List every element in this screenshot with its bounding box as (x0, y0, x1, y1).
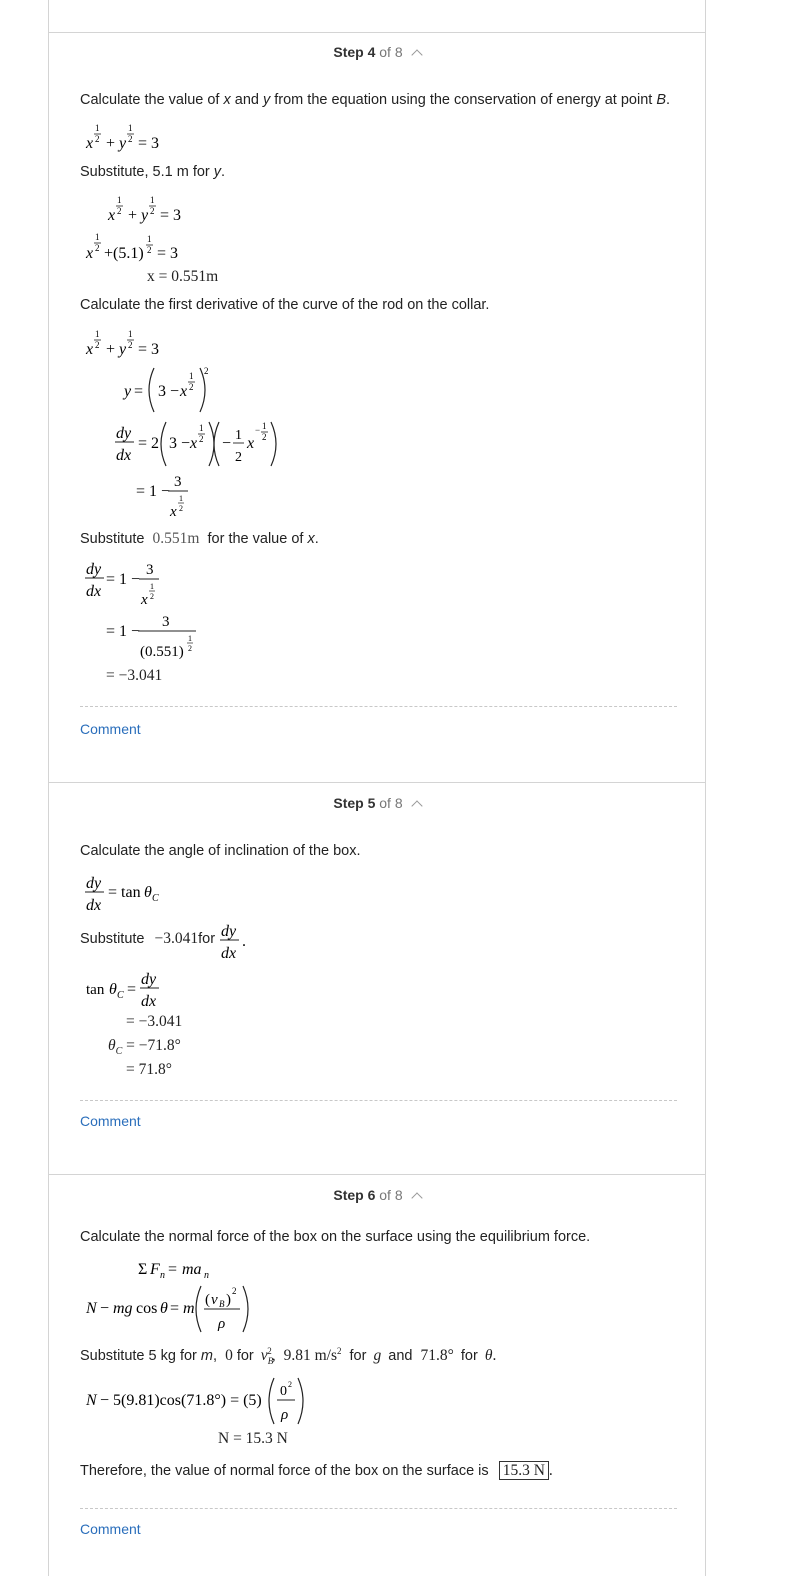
svg-text:1: 1 (147, 234, 152, 244)
svg-text:θ: θ (144, 884, 152, 901)
svg-text:=: = (170, 1300, 180, 1317)
svg-text:dx: dx (86, 897, 102, 914)
svg-text:=: = (168, 1261, 178, 1278)
svg-text:1: 1 (199, 423, 204, 433)
svg-text:2: 2 (95, 134, 100, 144)
step-count: of 8 (379, 44, 403, 60)
section-divider (48, 32, 706, 33)
svg-text:−: − (222, 435, 232, 452)
svg-text:1: 1 (150, 195, 155, 205)
svg-text:dx: dx (221, 945, 237, 962)
svg-text:x: x (86, 245, 94, 262)
svg-text:= 3: = 3 (157, 245, 179, 262)
svg-text:x: x (108, 207, 116, 224)
svg-text:x: x (247, 435, 255, 452)
step-5-tan-value: = −3.041 (126, 1013, 183, 1030)
svg-text:N: N (86, 1300, 97, 1317)
step-label: Step 4 (333, 44, 376, 60)
svg-text:= 2: = 2 (138, 435, 160, 452)
svg-text:2: 2 (150, 592, 154, 601)
svg-text:= 3: = 3 (138, 135, 160, 152)
svg-text:dy: dy (141, 971, 157, 988)
svg-text:2: 2 (95, 243, 100, 253)
svg-text:v: v (211, 1292, 218, 1308)
svg-text:x: x (86, 341, 94, 358)
equation-tan-theta (84, 870, 174, 914)
step-label: Step 5 (333, 795, 376, 811)
step-6-intro: Calculate the normal force of the box on the surface using the equilibrium force. (80, 1229, 591, 1245)
svg-text:1: 1 (235, 428, 242, 443)
svg-text:θ: θ (109, 981, 117, 998)
svg-text:3: 3 (162, 614, 170, 630)
svg-text:dy: dy (116, 425, 132, 442)
chevron-up-icon[interactable] (411, 1192, 422, 1203)
comment-link[interactable]: Comment (80, 721, 141, 737)
equation-energy (84, 120, 174, 154)
svg-text:= 3: = 3 (160, 207, 182, 224)
svg-text:N: N (86, 1392, 97, 1409)
svg-text:dx: dx (116, 447, 132, 464)
step-count: of 8 (379, 1187, 403, 1203)
svg-text:+(5.1): +(5.1) (104, 245, 144, 262)
n-result: N = 15.3 N (218, 1430, 288, 1447)
svg-text:C: C (117, 990, 124, 1001)
svg-text:0: 0 (280, 1384, 287, 1399)
svg-text:B: B (219, 1299, 225, 1309)
svg-text:tan: tan (86, 982, 105, 998)
chevron-up-icon[interactable] (411, 800, 422, 811)
equation-simplified (134, 470, 204, 522)
svg-text:1: 1 (189, 371, 194, 381)
step-6-substitute: Substitute 5 kg for m, 0 for $v_B^2$, 9.81 $m/s^2$ for g and 71.8° for θ. (80, 1346, 497, 1367)
svg-text:dy: dy (86, 875, 102, 892)
svg-text:x: x (190, 435, 198, 452)
svg-text:−: − (255, 425, 261, 435)
svg-text:= 3: = 3 (138, 341, 160, 358)
svg-text:1: 1 (128, 329, 133, 339)
svg-text:y: y (119, 341, 127, 358)
equation-dy-dx-repeat (84, 556, 174, 614)
step-5-theta-value: $\theta_C = -71.8^\circ$ (108, 1037, 181, 1058)
svg-text:x: x (180, 383, 188, 400)
svg-text:(: ( (205, 1292, 210, 1308)
equation-substituted-y (84, 228, 194, 264)
svg-text:ρ: ρ (218, 1316, 226, 1332)
comment-link[interactable]: Comment (80, 1113, 141, 1129)
step-count: of 8 (379, 795, 403, 811)
equation-y-of-x (120, 362, 220, 416)
svg-text:F: F (150, 1261, 160, 1278)
comment-link[interactable]: Comment (80, 1521, 141, 1537)
step-4-substitute-y: Substitute, 5.1 m for y. (80, 164, 226, 180)
svg-text:y: y (124, 383, 132, 400)
equation-sum-forces (136, 1256, 226, 1282)
step-5-angle: = 71.8° (126, 1061, 172, 1078)
equation-normal-force (84, 1282, 264, 1336)
svg-text:mg: mg (113, 1300, 133, 1317)
dashed-divider (80, 706, 677, 707)
svg-text:(0.551): (0.551) (140, 644, 184, 660)
step-label: Step 6 (333, 1187, 376, 1203)
svg-text:dx: dx (141, 993, 157, 1010)
step-4-substitute-x: Substitute 0.551m for the value of x. (80, 530, 319, 547)
svg-text:1: 1 (128, 123, 133, 133)
equation-dy-dx (114, 416, 284, 472)
svg-text:2: 2 (188, 644, 192, 653)
svg-text:1: 1 (117, 195, 122, 205)
svg-text:=: = (127, 981, 137, 998)
svg-text:1: 1 (150, 582, 154, 591)
svg-text:1: 1 (95, 329, 100, 339)
svg-text:n: n (160, 1270, 165, 1281)
svg-text:= tan: = tan (108, 884, 141, 901)
svg-text:2: 2 (117, 206, 122, 216)
svg-text:cos: cos (136, 1300, 158, 1317)
svg-text:2: 2 (128, 340, 133, 350)
svg-text:y: y (141, 207, 149, 224)
step-4-intro: Calculate the value of x and y from the equation using the conservation of energy at point B. (80, 92, 671, 108)
svg-text:): ) (226, 1292, 231, 1308)
equation-energy-deriv (84, 326, 174, 360)
svg-text:dy: dy (86, 561, 102, 578)
step-5-substitute: Substitute −3.041for (80, 930, 216, 947)
svg-text:1: 1 (95, 232, 100, 242)
equation-energy-repeat (106, 192, 196, 226)
svg-text:= 1 −: = 1 − (106, 623, 141, 640)
boxed-answer: 15.3 N (499, 1461, 549, 1480)
equation-tan-theta-c (84, 966, 174, 1010)
svg-text:+: + (106, 341, 116, 358)
svg-text:n: n (204, 1270, 209, 1281)
svg-text:Σ: Σ (138, 1261, 148, 1278)
fraction-dy-dx (218, 918, 252, 962)
chevron-up-icon[interactable] (411, 49, 422, 60)
svg-text:3: 3 (146, 562, 154, 578)
svg-text:1: 1 (262, 421, 267, 431)
svg-text:x: x (141, 592, 148, 608)
svg-text:ma: ma (182, 1261, 202, 1278)
step-6-conclusion: Therefore, the value of normal force of the box on the surface is 15.3 N . (80, 1462, 553, 1479)
svg-text:x: x (86, 135, 94, 152)
svg-text:2: 2 (235, 450, 242, 465)
svg-text:2: 2 (128, 134, 133, 144)
svg-text:2: 2 (288, 1380, 292, 1389)
x-result: x = 0.551m (147, 268, 219, 285)
svg-text:ρ: ρ (281, 1407, 289, 1423)
svg-text:2: 2 (147, 245, 152, 255)
svg-text:2: 2 (179, 504, 183, 513)
svg-text:2: 2 (204, 366, 209, 376)
step-4-derivative-intro: Calculate the first derivative of the curve of the rod on the collar. (80, 297, 490, 313)
svg-text:dx: dx (86, 583, 102, 600)
step-5-intro: Calculate the angle of inclination of the box. (80, 843, 361, 859)
section-divider (48, 1174, 706, 1175)
svg-text:2: 2 (199, 434, 204, 444)
svg-text:1: 1 (95, 123, 100, 133)
svg-text:3: 3 (174, 474, 182, 490)
svg-text:dy: dy (221, 923, 237, 940)
svg-text:C: C (152, 893, 159, 904)
svg-text:− 5(9.81)cos(71.8°) = (5): − 5(9.81)cos(71.8°) = (5) (100, 1392, 262, 1409)
section-divider (48, 782, 706, 783)
svg-text:y: y (119, 135, 127, 152)
step-6-header[interactable] (48, 1187, 706, 1203)
step-4-final: = −3.041 (106, 667, 163, 684)
svg-text:2: 2 (262, 432, 267, 442)
svg-text:= 1 −: = 1 − (106, 571, 141, 588)
dashed-divider (80, 1100, 677, 1101)
svg-text:θ: θ (160, 1300, 168, 1317)
svg-text:2: 2 (189, 382, 194, 392)
svg-text:+: + (128, 207, 138, 224)
svg-text:= 1 −: = 1 − (136, 483, 171, 500)
svg-text:x: x (170, 504, 177, 520)
step-5-header[interactable] (48, 795, 706, 811)
svg-text:2: 2 (232, 1286, 237, 1296)
svg-text:2: 2 (95, 340, 100, 350)
svg-text:m: m (183, 1300, 195, 1317)
svg-text:1: 1 (179, 494, 183, 503)
svg-text:1: 1 (188, 634, 192, 643)
svg-text:3 −: 3 − (158, 383, 180, 400)
svg-text:+: + (106, 135, 116, 152)
svg-text:3 −: 3 − (169, 435, 191, 452)
equation-normal-force-numeric (84, 1374, 314, 1428)
dashed-divider (80, 1508, 677, 1509)
svg-text:=: = (134, 383, 144, 400)
svg-text:−: − (100, 1300, 110, 1317)
svg-text:2: 2 (150, 206, 155, 216)
svg-text:.: . (242, 933, 246, 950)
step-4-header[interactable] (48, 44, 706, 60)
equation-dy-dx-numeric (104, 610, 214, 664)
